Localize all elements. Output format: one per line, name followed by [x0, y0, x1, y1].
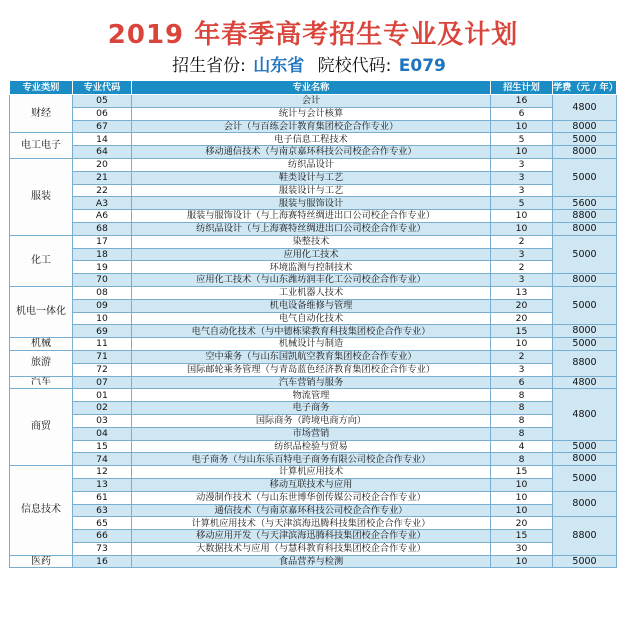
major-code-cell: 05 — [73, 95, 132, 108]
enrollment-plan-cell: 10 — [491, 222, 553, 235]
tuition-cell: 5000 — [553, 338, 617, 351]
category-cell: 服装 — [10, 158, 73, 235]
major-name-cell: 服装与服饰设计（与上海赛特丝绸进出口公司校企合作专业） — [132, 210, 491, 223]
table-body — [10, 95, 617, 568]
major-name-cell: 大数据技术与应用（与慧科教育科技集团校企合作专业） — [132, 542, 491, 555]
enrollment-plan-cell: 10 — [491, 338, 553, 351]
enrollment-plan-cell: 6 — [491, 107, 553, 120]
tuition-cell: 4800 — [553, 376, 617, 389]
major-name-cell: 电气自动化技术（与中德栋梁教育科技集团校企合作专业） — [132, 325, 491, 338]
major-code-cell: 07 — [73, 376, 132, 389]
enrollment-plan-cell: 5 — [491, 197, 553, 210]
major-code-cell: 08 — [73, 286, 132, 299]
table-row — [10, 389, 617, 402]
table-row — [10, 171, 617, 184]
major-code-cell: A6 — [73, 210, 132, 223]
major-code-cell: 70 — [73, 274, 132, 287]
tuition-cell: 5600 — [553, 197, 617, 210]
major-name-cell: 纺织品设计（与上海赛特丝绸进出口公司校企合作专业） — [132, 222, 491, 235]
table-row — [10, 120, 617, 133]
table-header-row — [10, 81, 617, 95]
major-code-cell: 03 — [73, 414, 132, 427]
category-cell: 汽车 — [10, 376, 73, 389]
major-name-cell: 电子信息工程技术 — [132, 133, 491, 146]
major-code-cell: 19 — [73, 261, 132, 274]
table-row — [10, 107, 617, 120]
major-code-cell: 20 — [73, 158, 132, 171]
major-code-cell: 66 — [73, 530, 132, 543]
table-row — [10, 427, 617, 440]
enrollment-plan-cell: 13 — [491, 286, 553, 299]
table-row — [10, 261, 617, 274]
major-name-cell: 物流管理 — [132, 389, 491, 402]
enrollment-plan-cell: 10 — [491, 120, 553, 133]
major-code-cell: 15 — [73, 440, 132, 453]
major-name-cell: 计算机应用技术 — [132, 466, 491, 479]
province-label: 招生省份: — [172, 56, 246, 76]
table-row — [10, 133, 617, 146]
major-code-cell: 02 — [73, 402, 132, 415]
enrollment-plan-cell: 3 — [491, 184, 553, 197]
enrollment-plan-cell: 20 — [491, 299, 553, 312]
tuition-cell: 8800 — [553, 210, 617, 223]
table-row — [10, 210, 617, 223]
table-row — [10, 376, 617, 389]
enrollment-plan-cell: 6 — [491, 376, 553, 389]
category-cell: 信息技术 — [10, 466, 73, 556]
table-row — [10, 286, 617, 299]
major-code-cell: 22 — [73, 184, 132, 197]
major-name-cell: 机电设备维修与管理 — [132, 299, 491, 312]
enrollment-plan-cell: 8 — [491, 402, 553, 415]
major-name-cell: 空中乘务（与山东国凯航空教育集团校企合作专业） — [132, 350, 491, 363]
enrollment-plan-cell: 10 — [491, 146, 553, 159]
major-name-cell: 工业机器人技术 — [132, 286, 491, 299]
tuition-cell: 4800 — [553, 389, 617, 440]
table-row — [10, 414, 617, 427]
major-code-cell: 10 — [73, 312, 132, 325]
category-cell: 化工 — [10, 235, 73, 286]
enrollment-plan-cell: 2 — [491, 235, 553, 248]
header-category: 专业类别 — [10, 81, 73, 95]
category-cell: 旅游 — [10, 350, 73, 376]
enrollment-plan-cell: 2 — [491, 350, 553, 363]
major-name-cell: 服装与服饰设计 — [132, 197, 491, 210]
major-code-cell: 67 — [73, 120, 132, 133]
table-row — [10, 504, 617, 517]
major-code-cell: 64 — [73, 146, 132, 159]
major-code-cell: 04 — [73, 427, 132, 440]
major-code-cell: 16 — [73, 555, 132, 568]
table-row — [10, 402, 617, 415]
table-row — [10, 274, 617, 287]
table-row — [10, 95, 617, 108]
enrollment-plan-cell: 3 — [491, 274, 553, 287]
table-row — [10, 466, 617, 479]
table-row — [10, 363, 617, 376]
major-name-cell: 纺织品设计 — [132, 158, 491, 171]
enrollment-plan-cell: 3 — [491, 363, 553, 376]
major-name-cell: 应用化工技术（与山东潍坊润丰化工公司校企合作专业） — [132, 274, 491, 287]
table-row — [10, 235, 617, 248]
major-code-cell: 09 — [73, 299, 132, 312]
enrollment-plan-cell: 5 — [491, 133, 553, 146]
tuition-cell: 8000 — [553, 274, 617, 287]
school-code-value: E079 — [398, 56, 446, 76]
tuition-cell: 8000 — [553, 146, 617, 159]
major-name-cell: 计算机应用技术（与天津滨海迅腾科技集团校企合作专业） — [132, 517, 491, 530]
major-name-cell: 电气自动化技术 — [132, 312, 491, 325]
table-row — [10, 478, 617, 491]
major-code-cell: 06 — [73, 107, 132, 120]
table-row — [10, 555, 617, 568]
major-name-cell: 鞋类设计与工艺 — [132, 171, 491, 184]
category-cell: 财经 — [10, 95, 73, 133]
enrollment-plan-cell: 3 — [491, 171, 553, 184]
enrollment-plan-cell: 4 — [491, 440, 553, 453]
table-row — [10, 491, 617, 504]
category-cell: 医药 — [10, 555, 73, 568]
page-title: 2019 年春季高考招生专业及计划 — [107, 20, 519, 50]
school-code-label: 院校代码: — [317, 56, 392, 76]
table-row — [10, 197, 617, 210]
header-major-name: 专业名称 — [132, 81, 491, 95]
table-row — [10, 158, 617, 171]
enrollment-plan-cell: 8 — [491, 427, 553, 440]
major-name-cell: 应用化工技术 — [132, 248, 491, 261]
enrollment-plan-cell: 3 — [491, 248, 553, 261]
tuition-cell: 5000 — [553, 286, 617, 324]
tuition-cell: 8000 — [553, 120, 617, 133]
header-plan: 招生计划 — [491, 81, 553, 95]
category-cell: 机电一体化 — [10, 286, 73, 337]
major-name-cell: 服装设计与工艺 — [132, 184, 491, 197]
tuition-cell: 5000 — [553, 440, 617, 453]
major-code-cell: 68 — [73, 222, 132, 235]
table-row — [10, 530, 617, 543]
enrollment-plan-cell: 8 — [491, 414, 553, 427]
table-row — [10, 184, 617, 197]
table-row — [10, 299, 617, 312]
table-row — [10, 248, 617, 261]
major-name-cell: 环境监测与控制技术 — [132, 261, 491, 274]
category-cell: 商贸 — [10, 389, 73, 466]
table-row — [10, 312, 617, 325]
category-cell: 机械 — [10, 338, 73, 351]
major-code-cell: 14 — [73, 133, 132, 146]
major-name-cell: 食品营养与检测 — [132, 555, 491, 568]
major-code-cell: 72 — [73, 363, 132, 376]
tuition-cell: 8000 — [553, 325, 617, 338]
major-code-cell: 18 — [73, 248, 132, 261]
major-code-cell: 73 — [73, 542, 132, 555]
major-code-cell: 12 — [73, 466, 132, 479]
enrollment-plan-cell: 10 — [491, 210, 553, 223]
enrollment-plan-cell: 10 — [491, 504, 553, 517]
enrollment-plan-cell: 8 — [491, 453, 553, 466]
major-code-cell: 65 — [73, 517, 132, 530]
major-code-cell: 17 — [73, 235, 132, 248]
major-code-cell: 11 — [73, 338, 132, 351]
table-row — [10, 325, 617, 338]
province-value: 山东省 — [253, 56, 305, 76]
major-code-cell: A3 — [73, 197, 132, 210]
major-name-cell: 汽车营销与服务 — [132, 376, 491, 389]
major-code-cell: 71 — [73, 350, 132, 363]
tuition-cell: 8000 — [553, 222, 617, 235]
header-code: 专业代码 — [73, 81, 132, 95]
major-name-cell: 电子商务 — [132, 402, 491, 415]
major-code-cell: 61 — [73, 491, 132, 504]
major-code-cell: 74 — [73, 453, 132, 466]
enrollment-plan-cell: 30 — [491, 542, 553, 555]
table-row — [10, 222, 617, 235]
major-name-cell: 移动通信技术（与南京嘉环科技公司校企合作专业） — [132, 146, 491, 159]
table-row — [10, 517, 617, 530]
major-name-cell: 统计与会计核算 — [132, 107, 491, 120]
enrollment-plan-cell: 8 — [491, 389, 553, 402]
major-name-cell: 移动应用开发（与天津滨海迅腾科技集团校企合作专业） — [132, 530, 491, 543]
major-name-cell: 会计 — [132, 95, 491, 108]
enrollment-plan-cell: 15 — [491, 466, 553, 479]
enrollment-plan-cell: 15 — [491, 325, 553, 338]
enrollment-plan-cell: 16 — [491, 95, 553, 108]
table-row — [10, 440, 617, 453]
table-row — [10, 350, 617, 363]
tuition-cell: 5000 — [553, 555, 617, 568]
tuition-cell: 8000 — [553, 491, 617, 517]
major-name-cell: 国际邮轮乘务管理（与青岛蓝色经济教育集团校企合作专业） — [132, 363, 491, 376]
enrollment-plan-cell: 10 — [491, 491, 553, 504]
major-name-cell: 纺织品检验与贸易 — [132, 440, 491, 453]
tuition-cell: 5000 — [553, 158, 617, 196]
tuition-cell: 4800 — [553, 95, 617, 121]
major-name-cell: 国际商务（跨境电商方向） — [132, 414, 491, 427]
enrollment-plan-cell: 20 — [491, 517, 553, 530]
table-row — [10, 338, 617, 351]
enrollment-plan-cell: 15 — [491, 530, 553, 543]
major-code-cell: 21 — [73, 171, 132, 184]
table-row — [10, 453, 617, 466]
major-name-cell: 机械设计与制造 — [132, 338, 491, 351]
enrollment-plan-cell: 10 — [491, 555, 553, 568]
major-name-cell: 动漫制作技术（与山东世博华创传媒公司校企合作专业） — [132, 491, 491, 504]
major-code-cell: 63 — [73, 504, 132, 517]
tuition-cell: 5000 — [553, 235, 617, 273]
enrollment-plan-cell: 2 — [491, 261, 553, 274]
major-code-cell: 01 — [73, 389, 132, 402]
header-tuition: 学费（元 / 年） — [553, 81, 618, 93]
table-row — [10, 542, 617, 555]
enrollment-plan-cell: 20 — [491, 312, 553, 325]
enrollment-plan-table — [9, 80, 617, 568]
major-name-cell: 电子商务（与山东乐百特电子商务有限公司校企合作专业） — [132, 453, 491, 466]
major-name-cell: 移动互联技术与应用 — [132, 478, 491, 491]
category-cell: 电工电子 — [10, 133, 73, 159]
enrollment-plan-cell: 10 — [491, 478, 553, 491]
major-code-cell: 69 — [73, 325, 132, 338]
major-code-cell: 13 — [73, 478, 132, 491]
tuition-cell: 8800 — [553, 350, 617, 376]
major-name-cell: 会计（与百练会计教育集团校企合作专业） — [132, 120, 491, 133]
tuition-cell: 8000 — [553, 453, 617, 466]
table-row — [10, 146, 617, 159]
subtitle — [0, 51, 626, 76]
tuition-cell: 8800 — [553, 517, 617, 555]
major-name-cell: 通信技术（与南京嘉环科技公司校企合作专业） — [132, 504, 491, 517]
enrollment-plan-cell: 3 — [491, 158, 553, 171]
major-name-cell: 染整技术 — [132, 235, 491, 248]
tuition-cell: 5000 — [553, 466, 617, 492]
tuition-cell: 5000 — [553, 133, 617, 146]
major-name-cell: 市场营销 — [132, 427, 491, 440]
